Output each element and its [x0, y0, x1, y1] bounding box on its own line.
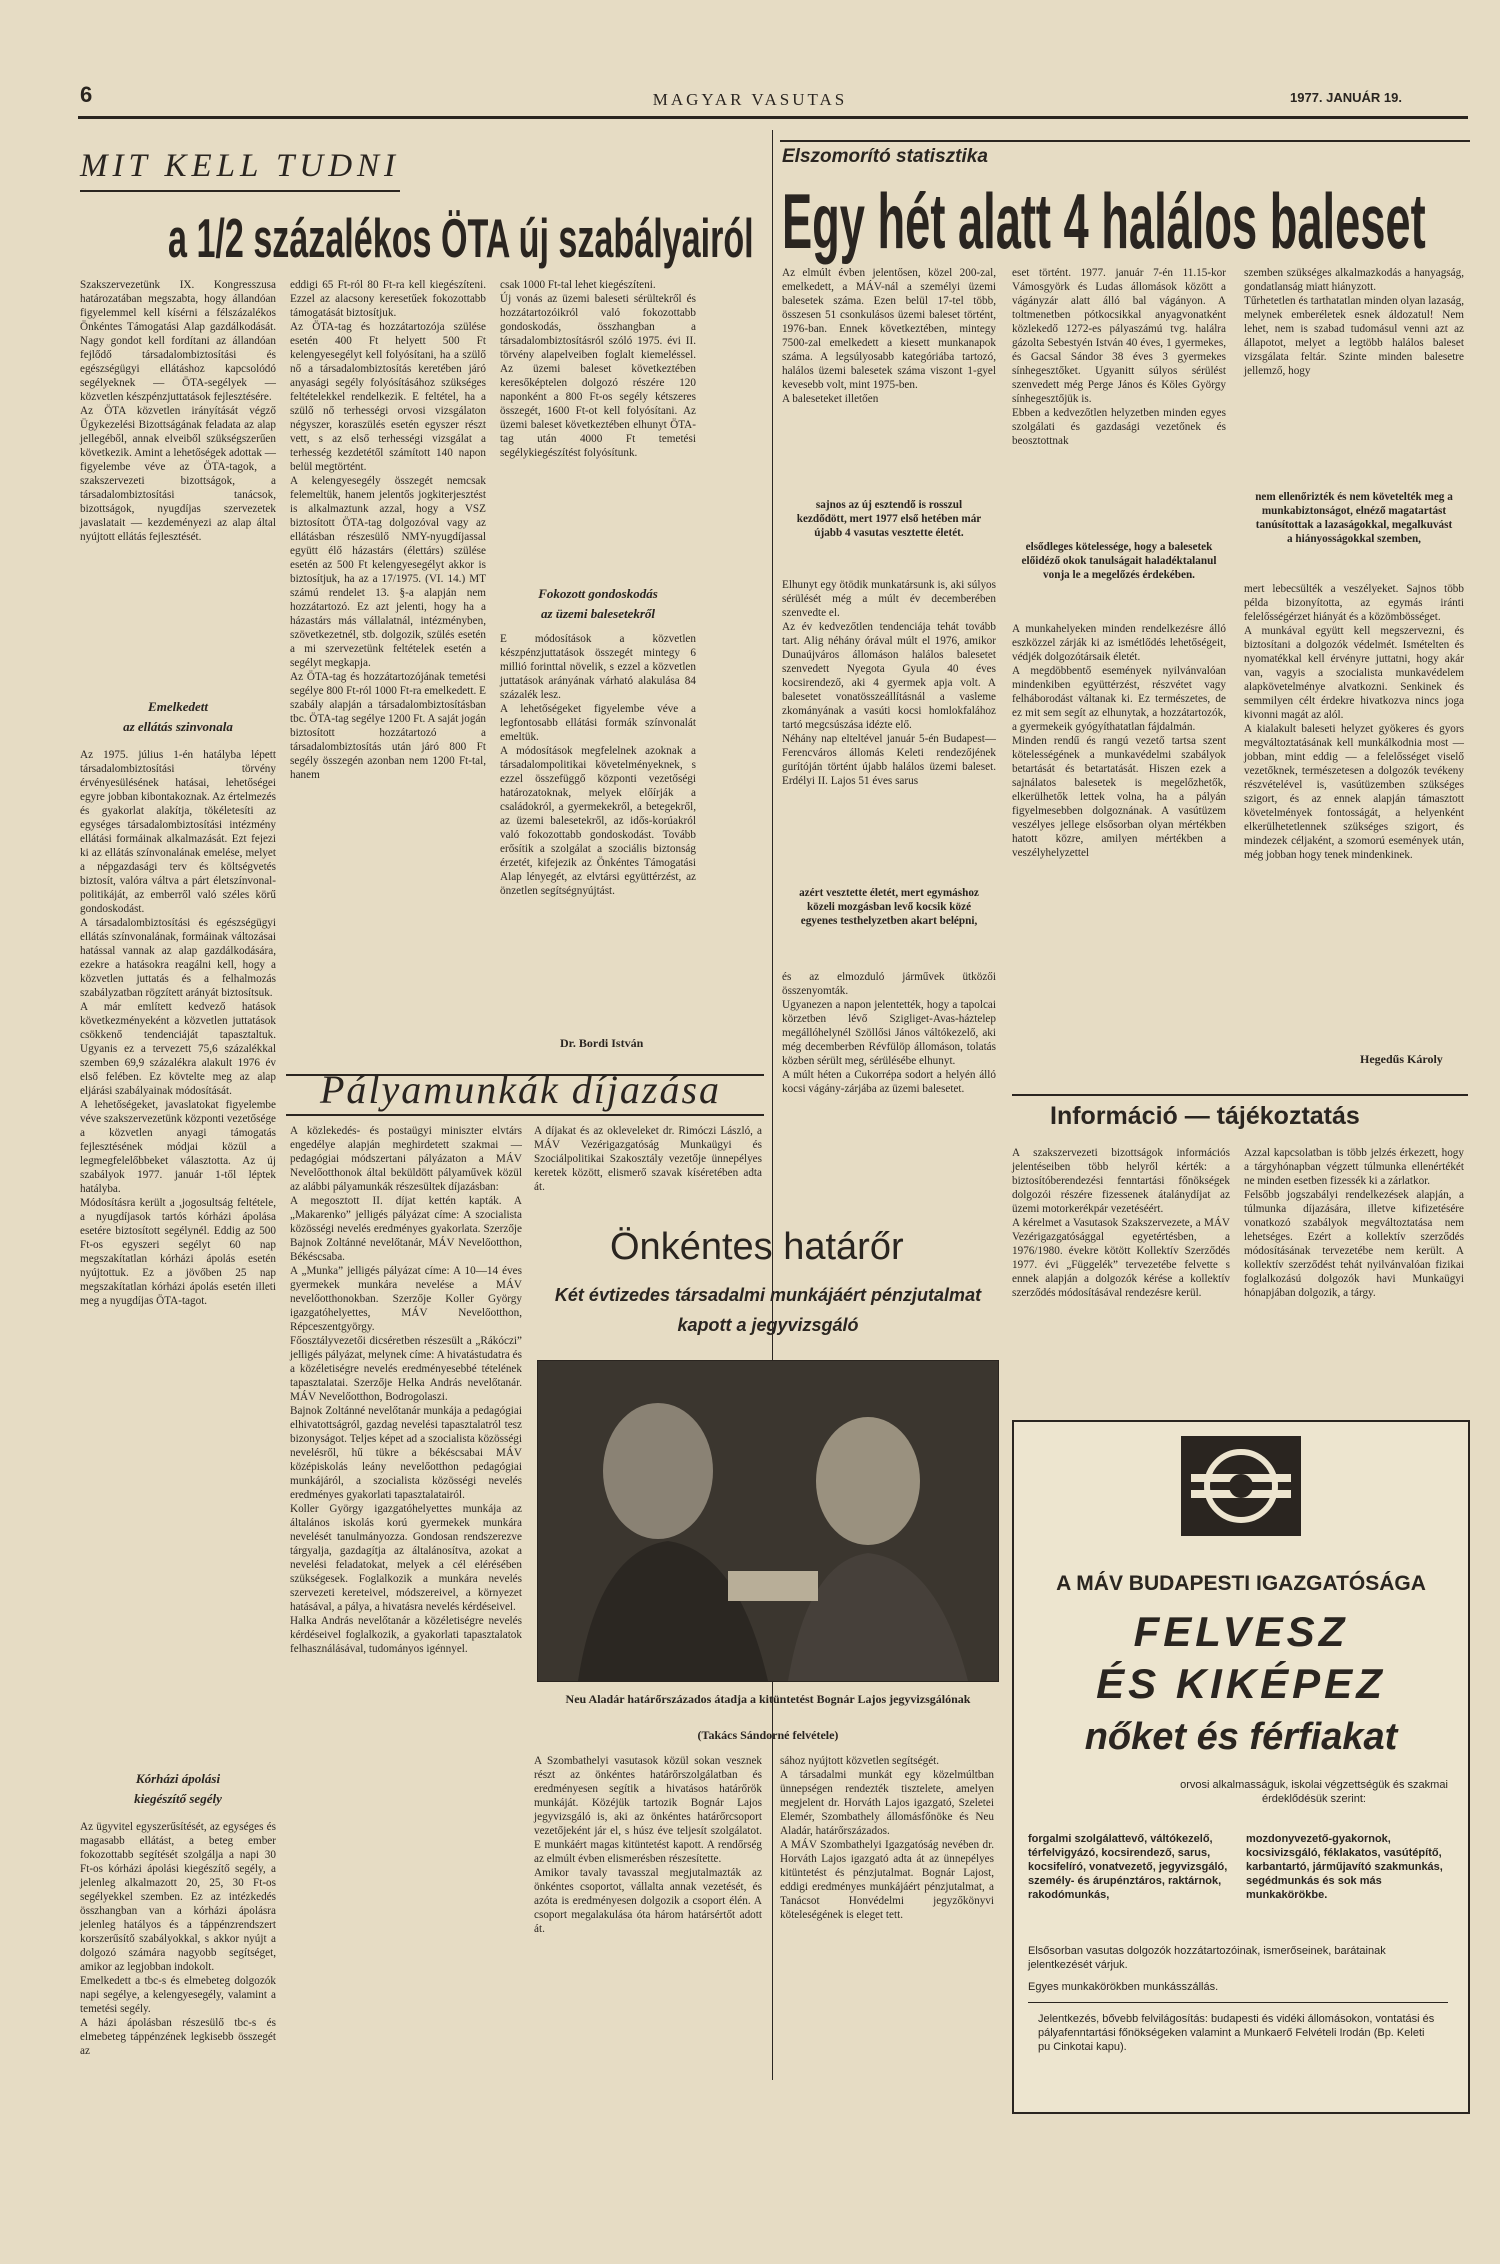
ad-line-3: ÉS KIKÉPEZ	[1096, 1660, 1386, 1707]
ad-intro: orvosi alkalmasságuk, iskolai végzettségük és szakmai érdeklődésük szerint:	[1180, 1779, 1448, 1805]
right-col2b-text: A munkahelyeken minden rendelkezésre álló eszközzel zárják ki az ismétlődés lehetőségeit, védjék dolgozótársaik életét. A megdöbbentő események nyilvánvalóan mindenkiben együttérzést, részvétet vagy felháborodást váltanak ki. Ez természetes, de ez mit sem segít az elhunytak, a hozzátartozók, a gyermekeik gyógyíthatatlan fájdalmán. Minden rendű és rangú vezető tartsa szent kötelességének a munkavédelmi szabályok betartását és betartatását. Hiszen ezek a sajnálatos balesetek is megelőzhetők, elkerülhetők lettek volna, ha a pályán figyelmesebben dolgoznának. A vasútüzem veszélyes jellege elsősorban olyan mértékben hatott közre, amilyen mértékben a veszélyhelyzettel	[1012, 623, 1226, 859]
ad-line-1: A MÁV BUDAPESTI IGAZGATÓSÁGA	[1056, 1572, 1426, 1595]
issue-date: 1977. JANUÁR 19.	[1290, 90, 1402, 105]
left-subhead-2a: Kórházi ápolási	[135, 1771, 221, 1786]
left-subhead-2b: kiegészítő segély	[134, 1791, 222, 1806]
center-divider	[772, 130, 773, 2080]
right-kicker: Elszomorító statisztika	[782, 146, 988, 167]
left-title-text: a 1/2 százalékos ÖTA új szabályairól	[168, 207, 754, 269]
ad-jobs-left: forgalmi szolgálattevő, váltókezelő, térfelvigyázó, kocsirendező, sarus, kocsifelíró, vonatvezető, jegyvizsgáló, személy- és árupénztáros, raktárnok, rakodómunkás,	[1028, 1833, 1228, 1901]
palyamunkak-underline	[286, 1114, 764, 1116]
kicker-underline	[80, 190, 400, 192]
ad-note-1: Elsősorban vasutas dolgozók hozzátartozóinak, ismerőseinek, barátainak jelentkezését várjuk.	[1028, 1945, 1386, 1971]
right-col1b-text: Elhunyt egy ötödik munkatársunk is, aki súlyos sérülését még a múlt év decemberében szenvedte el. Az év kedvezőtlen tendenciája tehát tovább tart. Alig néhány órával múlt el 1976, amikor Dunaújváros állomáson halálos balesetet szenvedett Nyegota Gyula 40 éves kocsirendező, aki 4 gyermek apja volt. A balesetet vonatösszeállításnál a vasleme zkományának a vasúti kocsi homlokfalához tartó megcsúszása idézte elő. Néhány nap elteltével január 5-én Budapest—Ferencváros állomás Keleti rendezőjének gurítóján történt újabb halálos üzemi baleset. Erdélyi II. Lajos 51 éves sarus	[782, 579, 996, 787]
informacio-col1-text: A szakszervezeti bizottságok információs jelentéseiben több helyről kérték: a biztosítóberendezési fenntartási főnökségek dolgozói részére fizessenek átalánydíjat az üzemi motorkerékpár vezetéséért. A kérelmet a Vasutasok Szakszervezete, a MÁV Vezérigazgatósággal egyetértésben, a 1976/1980. évekre kötött Kollektív Szerződés 1977. évi „Függelék” tervezetébe felvette s ennek alapján a dolgozók kérése a kollektív szerződés módosításával rendezésre kerül.	[1012, 1147, 1230, 1299]
right-col1-bold: sajnos az új esztendő is rosszul kezdődött, mert 1977 első hetében már újabb 4 vasutas vesztette életét.	[796, 499, 982, 539]
left-article-title	[168, 206, 754, 270]
right-title-text: Egy hét alatt 4 halálos baleset	[782, 177, 1426, 265]
right-article-title	[782, 176, 1426, 267]
onkentes-subtitle: Két évtizedes társadalmi munkájáért pénzjutalmat kapott a jegyvizsgáló	[554, 1285, 982, 1335]
right-col3-text: szemben szükséges alkalmazkodás a hanyagság, gondatlanság miatt hiányzott. Tűrhetetlen és tarthatatlan minden olyan lazaság, melynek emberéletek esnek áldozatul! Nem lehet, nem is szabad tudomásul venni azt az állapotot, melyet a legtöbb halálos baleset vizsgálata feltár. Szinte minden balesetre jellemző, hogy	[1244, 267, 1464, 377]
onkentes-col1-text: A Szombathelyi vasutasok közül sokan vesznek részt az önkéntes határőrszolgálatban és eredményesen segítik a hivatásos határőrök munkáját. Közéjük tartozik Bognár Lajos jegyvizsgáló is, aki az önkéntes határőrcsoport vezetőjeként jár el, s húsz éve teljesít szolgálatot. E munkáért magas kitüntetést kapott. A rendőrség az elmúlt évben elismerésben részesítette. Amikor tavaly tavasszal megjutalmazták az önkéntes csoportot, vállalta annak vezetését, és azóta is eredményesen dolgozik a csoport élén. A csoport megalakulása óta három határsértőt adott át.	[534, 1755, 762, 1935]
award-photo-illustration	[538, 1361, 998, 1681]
left-kicker: MIT KELL TUDNI	[80, 148, 401, 184]
left-article-col2-text: eddigi 65 Ft-ról 80 Ft-ra kell kiegészíteni. Ezzel az alacsony keresetűek fokozottabb támogatását biztosítjuk. Az ÖTA-tag és hozzátartozója szülése esetén 400 Ft helyett 500 Ft kelengyesegélyt kell folyósítani, ha a szülő nő a társadalombiztosítás keretében járó anyasági segély folyósításához szükséges feltételekkel rendelkezik. E feltétel, ha a szülő nő terhességi orvosi vizsgálaton négyszer, koraszülés esetén egyszer részt vett, s az első terhességi vizsgálat a terhesség kezdetétől számított 140 napon belül megtörtént. A kelengyesegély összegét nemcsak felemeltük, hanem jelentős jogkiterjesztést is alkalmaztunk azzal, hogy a VSZ biztosított ÖTA-tag dolgozóval vagy az ellátásban részesülő NMY-nyugdíjassal együtt élő házastárs (élettárs) szülése esetén az 500 Ft kelengyesegélyt akkor is biztosítjuk, ha az a 17/1975. (VI. 14.) MT számú rendelet 13. §-a alapján nem hozzátartozó. Ez azt jelenti, hogy ha a házastárs más vállalatnál, intézményben, szövetkezetnél, stb. dolgozik, szülés esetén a mi szervezetünk feltételek esetén a segélyt megkapja. Az ÖTA-tag és hozzátartozójának temetési segélye 800 Ft-ról 1000 Ft-ra emelkedett. E szabály alapján a társadalombiztosításban tbc. ÖTA-tag segélye 1200 Ft. A saját jogán biztosított hozzátartozó a társadalombiztosítás után járó 800 Ft segély összegén azonban nem 1200 Ft-tal, hanem	[290, 279, 486, 781]
informacio-rule	[1012, 1094, 1468, 1096]
left-article-col1-text: Szakszervezetünk IX. Kongresszusa határozatában megszabta, hogy állandóan figyelemmel kell kísérni a félszázalékos Önkéntes Támogatási Alap gazdálkodását. Nagy gondot kell fordítani az állandóan fejlődő társadalombiztosítási és egészségügyi ellátáshoz kapcsolódó segélyeknek — ÖTA-segélyek — közvetlen készpénzjuttatások fejlesztésére. Az ÖTA közvetlen irányítását végző Ügykezelési Bizottságának feladata az alap jellegéből, annak elveiből szükségszerűen következik. Amint a lehetőségek adottak — figyelembe véve az ÖTA-tagok, a szakszervezeti bizottságok, a társadalombiztosítási tanácsok, bizottságok, nyugdíjas szervezetek javaslatait — kezdeményezi az alap által nyújtott ellátás fejlesztését.	[80, 279, 276, 543]
palyamunkak-title: Pályamunkák díjazása	[320, 1067, 722, 1112]
ad-line-2: FELVESZ	[1133, 1608, 1349, 1655]
right-col1-bold-2: azért vesztette életét, mert egymáshoz közeli mozgásban levő kocsik közé egyenes testhelyzetben akart belépni,	[799, 887, 979, 927]
right-col2-bold: elsődleges kötelessége, hogy a balesetek előidéző okok tanulságait haladéktalanul vonja le a megelőzés érdekében.	[1021, 541, 1217, 581]
ad-contact: Jelentkezés, bővebb felvilágosítás: budapesti és vidéki állomásokon, vontatási és pályafenntartási főnökségeken valamint a Munkaerő Felvételi Irodán (Bp. Keleti pu Cinkotai kapu).	[1038, 2013, 1435, 2053]
right-col3-bold: nem ellenőrizték és nem követelték meg a munkabiztonságot, elnéző magatartást tanúsítottak a lazaságokkal, megalkuvást a hiányosságokkal szemben,	[1255, 491, 1453, 545]
left-article-col3b-text: E módosítások a közvetlen készpénzjuttatások összegét mintegy 6 millió forinttal növelik, s ezzel a közvetlen juttatások arányának várható alakulása 84 százalék lesz. A lehetőségeket figyelembe véve a legfontosabb ellátási formák színvonalát emeltük. A módosítások megfelelnek azoknak a társadalompolitikai követelményeknek, s ezzel összefüggő központi vezetőségi határozatoknak, melyek előírják a családokról, a gyermekekről, a betegekről, az üzemi balesetekről, az idős-korúakról való fokozottabb gondoskodást. Tovább erősítik a szolgálat a szociális biztonság érzetét, kifejezik az Önkéntes Támogatási Alap lényegét, az elvtársi együttérzést, az önzetlen segítségnyújtást.	[500, 633, 696, 897]
palyamunkak-col2-text: A díjakat és az okleveleket dr. Rimóczi László, a MÁV Vezérigazgatóság Munkaügyi és Szociálpolitikai Szakosztály vezetője ünnepélyes keretek között, elismerő szavak kíséretében adta át.	[534, 1125, 762, 1193]
right-col2-text: eset történt. 1977. január 7-én 11.15-kor Vámosgyörk és Ludas állomások között a vágányzár alatt álló bal vágányon. A toltmenetben pótkocsikkal anyagvonatként közlekedő 1272-es pályaszámú tvg. halálra gázolta Sebestyén István 40 éves, 1 gyermekes, és Gacsal Sándor 38 éves 3 gyermekes sínhegesztőket. Ugyanitt súlyos sérülést szenvedett még Perge János és Köles György sínhegesztőjük is. Ebben a kedvezőtlen helyzetben minden egyes szolgálati és gazdasági vezetőnek és beosztottnak	[1012, 267, 1226, 447]
left-subhead-1a: Emelkedett	[148, 699, 208, 714]
informacio-title: Információ — tájékoztatás	[1050, 1102, 1360, 1130]
informacio-col2-text: Azzal kapcsolatban is több jelzés érkezett, hogy a tárgyhónapban végzett túlmunka ellenértékét ne minden esetben fizessék ki a zárlatkor. Felsőbb jogszabályi rendelkezések alapján, a túlmunka díjazására, illetve kifizetésére vonatkozó szabályok megváltoztatása nem lehetséges. Ezért a kollektív szerződés módosításának tervezetébe nem került. A kollektív szerződést tehát nyilvánvalóan fizikai foglalkozású dolgozók havi Munkaügyi hónapjában dolgozik, a tárgy.	[1244, 1147, 1464, 1299]
mav-recruitment-ad	[1012, 1420, 1470, 2114]
ad-jobs-right: mozdonyvezető-gyakornok, kocsivizsgáló, féklakatos, vasútépítő, karbantartó, járműjavító szakmunkás, segédmunkás és sok más munkakörökbe.	[1246, 1833, 1443, 1901]
right-col3b-text: mert lebecsülték a veszélyeket. Sajnos több példa bizonyította, az egymás iránti felelősségérzet hiányát és a közömbösséget. A munkával együtt kell megszervezni, és biztosítani a dolgozók védelmét. Ismételten és nyomatékkal kell érvényre juttatni, hogy akár van, vagyis a szocialista munkavédelem alapkövetelménye alvatkozni. Senkinek és semmilyen célt érdekre hivatkozva nincs joga kivonni magát az alól. A kialakult baleseti helyzet gyökeres és gyors megváltoztatásának kell munkálkodnia most — jobban, mint eddig — a felelősséget viselő vezetőknek, természetesen a dolgozók tevékeny részvételével is, vasútüzemben szükséges szigort, és az ennek alapján támasztott követelmények fontosságát, a helyenként elkerülhetetlennek szükséges szigort, és mindezek céljaként, a szomorú események után, még jobban hogy tenek mindenkinek.	[1244, 583, 1464, 861]
palyamunkak-col1-text: A közlekedés- és postaügyi miniszter elvtárs engedélye alapján meghirdetett szakmai — pedagógiai módszertani pályázaton a MÁV Nevelőotthonok által beküldött pályaművek közül az alábbi pályamunkák részesültek díjazásban: A megosztott II. díjat kettén kapták. A „Makarenko” jelligés pályázat címe: A szocialista közösségi nevelés eredményes gyakorlata. Szerzője Bajnok Zoltánné nevelőtanár, MÁV Nevelőotthon, Békéscsaba. A „Munka” jelligés pályázat címe: A 10—14 éves gyermekek munkára nevelése a MÁV nevelőotthonokban. Szerzője Koller György igazgatóhelyettes, MÁV Nevelőotthon, Répceszentgyörgy. Főosztályvezetői dicséretben részesült a „Rákóczi” jelligés pályázat, melynek címe: A hivatástudatra és a közéletiségre nevelés eredményesebbé tételének tapasztalatai. Szerzője Helka András nevelőtanár. MÁV Nevelőotthon, Bodrogolaszi. Bajnok Zoltánné nevelőtanár munkája a pedagógiai elhivatottságról, gazdag nevelési tapasztalatról tesz bizonyságot. Teljes képet ad a szocialista közösségi nevelésről, hű tükre a békéscsabai MÁV középiskolás leány nevelőotthon pedagógiai munkájáról, a szocialista közösségi nevelés eredményes gyakorlati tapasztalatairól. Koller György igazgatóhelyettes munkája az általános iskolás korú gyermekek munkára nevelését tanulmányozza. Gondosan rendszerezve tárgyalja, gazdagítja az általánosítva, azokat a nevelési feladatokat, melyek a cél elérésében szükségesek. Foglalkozik a munkára nevelés szervezeti kereteivel, módszereivel, a környezet hatásával, a pálya, a hivatásra nevelés kérdéseivel. Halka András nevelőtanár a közéletiségre nevelés kérdéseivel foglalkozik, a gyakorlati tapasztalatok felhasználásával, tudományos igénnyel.	[290, 1125, 522, 1655]
left-subhead-3b: az üzemi balesetekről	[540, 606, 656, 621]
photo-caption: Neu Aladár határőrszázados átadja a kitüntetést Bognár Lajos jegyvizsgálónak	[565, 1692, 971, 1706]
left-article-author: Dr. Bordi István	[560, 1036, 644, 1050]
onkentes-col2-text: sához nyújtott közvetlen segítségét. A társadalmi munkát egy közelmúltban ünnepségen rendezték tisztelete, amelyen megjelent dr. Horváth Lajos igazgató, Szeletei Elemér, Szombathely állomásfőnöke és Neu Aladár, határőrszázados. A MÁV Szombathelyi Igazgatóság nevében dr. Horváth Lajos igazgató adta át az ünnepélyes kitüntetést és pénzjutalmat. Bognár Lajost, eddigi eredményes munkájáért pénzjutalmat, a Tanácsot Honvédelmi jegyzőkönyvi köteleségének is eleget tett.	[780, 1755, 994, 1921]
left-article-col3-text: csak 1000 Ft-tal lehet kiegészíteni. Új vonás az üzemi baleseti sérültekről és hozzátartozóikról való fokozottabb gondoskodás, összhangban a társadalombiztosításról szóló 1975. évi II. törvény alapelveiben foglalt kiemeléssel. Az üzemi baleset következtében keresőképtelen dolgozó részére 120 naponként a 800 Ft-os segély kétszeres összegét, 1600 Ft-ot kell folyósítani. Az üzemi baleset következtében elhunyt ÖTA-tag után 4000 Ft temetési segélykiegészítést folyósítunk.	[500, 279, 696, 459]
right-article-author: Hegedűs Károly	[1360, 1052, 1443, 1066]
onkentes-title: Önkéntes határőr	[610, 1226, 904, 1268]
ad-note-2: Egyes munkakörökben munkásszállás.	[1028, 1981, 1219, 1993]
paper-name: MAGYAR VASUTAS	[652, 90, 848, 109]
ad-divider	[1028, 2002, 1448, 2003]
page-number: 6	[80, 82, 93, 107]
right-col1-text: Az elmúlt évben jelentősen, közel 200-zal, emelkedett, a MÁV-nál a személyi üzemi balesetek száma. Ezen belül 17-tel több, összesen 51 csonkulásos üzemi baleset történt, 1976-ban. Ennek következtében, mintegy 7500-zal emelkedett a kiesett munkanapok száma. A legsúlyosabb kategóriába tartozó, halálos üzemi balesetek száma viszont 1-gyel kevesebb volt, mint 1975-ben. A baleseteket illetően	[782, 267, 996, 405]
left-article-col1b-text: Az 1975. július 1-én hatályba lépett társadalombiztosítási törvény érvényesülésének hatásai, lehetőségei egyre jobban kibontakoznak. Az értelmezés és gyakorlat alakítja, tökéletesíti az egységes társadalombiztosítási intézmény ellátási formáinak alkalmazását. Ezt fejezi ki az ellátás színvonalának emelése, melyet a népgazdasági terv és költségvetés biztosít, valóra váltva a párt életszínvonal-politikáját, az emberről való széles körű gondoskodást. A társadalombiztosítási és egészségügyi ellátás színvonalának, formáinak változásai hatással vannak az alap gazdálkodására, ezekre a hatásokra reagálni kell, hogy a közvetlen juttatás és a felhalmozás szabályzatban rögzített arányát biztosítsuk. A már említett kedvező hatások következményeként a közvetlen juttatások csökkenő tendenciáját tapasztaltuk. Ugyanis ez a tervezett 75,6 százalékkal szemben 69,9 százalékra alakult 1976 év első felében. Ez kövtelte meg az alap eljárási szabályainak módosítását. A lehetőségeket, javaslatokat figyelembe véve szakszervezetünk központi vezetősége a közvetlen anyagi támogatás fejlesztésének módjai közül a legmegfelelőbbeket választotta. Az új szabályok 1977. január 1-től léptek hatályba. Módosításra került a ,jogosultság feltétele, a nyugdíjasok tartós kórházi ápolása esetére biztosított segélynél. Eddig az 500 Ft-os egyszeri segélyt 60 nap megszakítatlan kórházi ápolás esetén nyújtottuk. Ez a jövőben 25 nap megszakítatlan kórházi ápolás esetén illeti meg a nyugdíjas ÖTA-tagot.	[80, 749, 276, 1307]
award-photo	[537, 1360, 999, 1682]
right-col1c-text: és az elmozduló járművek ütközői összenyomták. Ugyanezen a napon jelentették, hogy a tapolcai körzetben lévő Szigliget-Avas-háztelep megállóhelynél Szöllősi János váltókezelő, aki még decemberben Révfülöp állomáson, tolatás közben sérült meg, sérülésébe elhunyt. A múlt héten a Cukorrépa sodort a helyén álló kocsi vágány-zárjába az üzemi balesetet.	[782, 971, 996, 1095]
header-rule	[78, 116, 1468, 119]
mav-logo-icon	[1181, 1436, 1301, 1536]
left-article-col1c-text: Az ügyvitel egyszerűsítését, az egységes és magasabb ellátást, a beteg ember fokozottabb segítését szolgálja a napi 30 Ft-os kórházi ápolási kiegészítő segély, a jelenleg alkalmazott 20, 25, 30 Ft-os segélyekkel szemben. Ez az intézkedés összhangban van a kórházi ápolásra jelenleg hatályos és a táppénzrendszert korszerűsítő szabályokkal, s akkor nyújt a dolgozó számára nagyobb segítséget, amikor az legjobban indokolt. Emelkedett a tbc-s és elmebeteg dolgozók napi segélye, a kelengyesegély, valamint a temetési segély. A házi ápolásban részesülő tbc-s és elmebeteg táppénzének legkisebb összegét az	[80, 1821, 276, 2057]
ad-line-4: nőket és férfiakat	[1084, 1716, 1398, 1758]
photo-credit: (Takács Sándorné felvétele)	[697, 1728, 839, 1742]
left-subhead-1b: az ellátás szinvonala	[123, 719, 233, 734]
left-subhead-3a: Fokozott gondoskodás	[538, 586, 658, 601]
